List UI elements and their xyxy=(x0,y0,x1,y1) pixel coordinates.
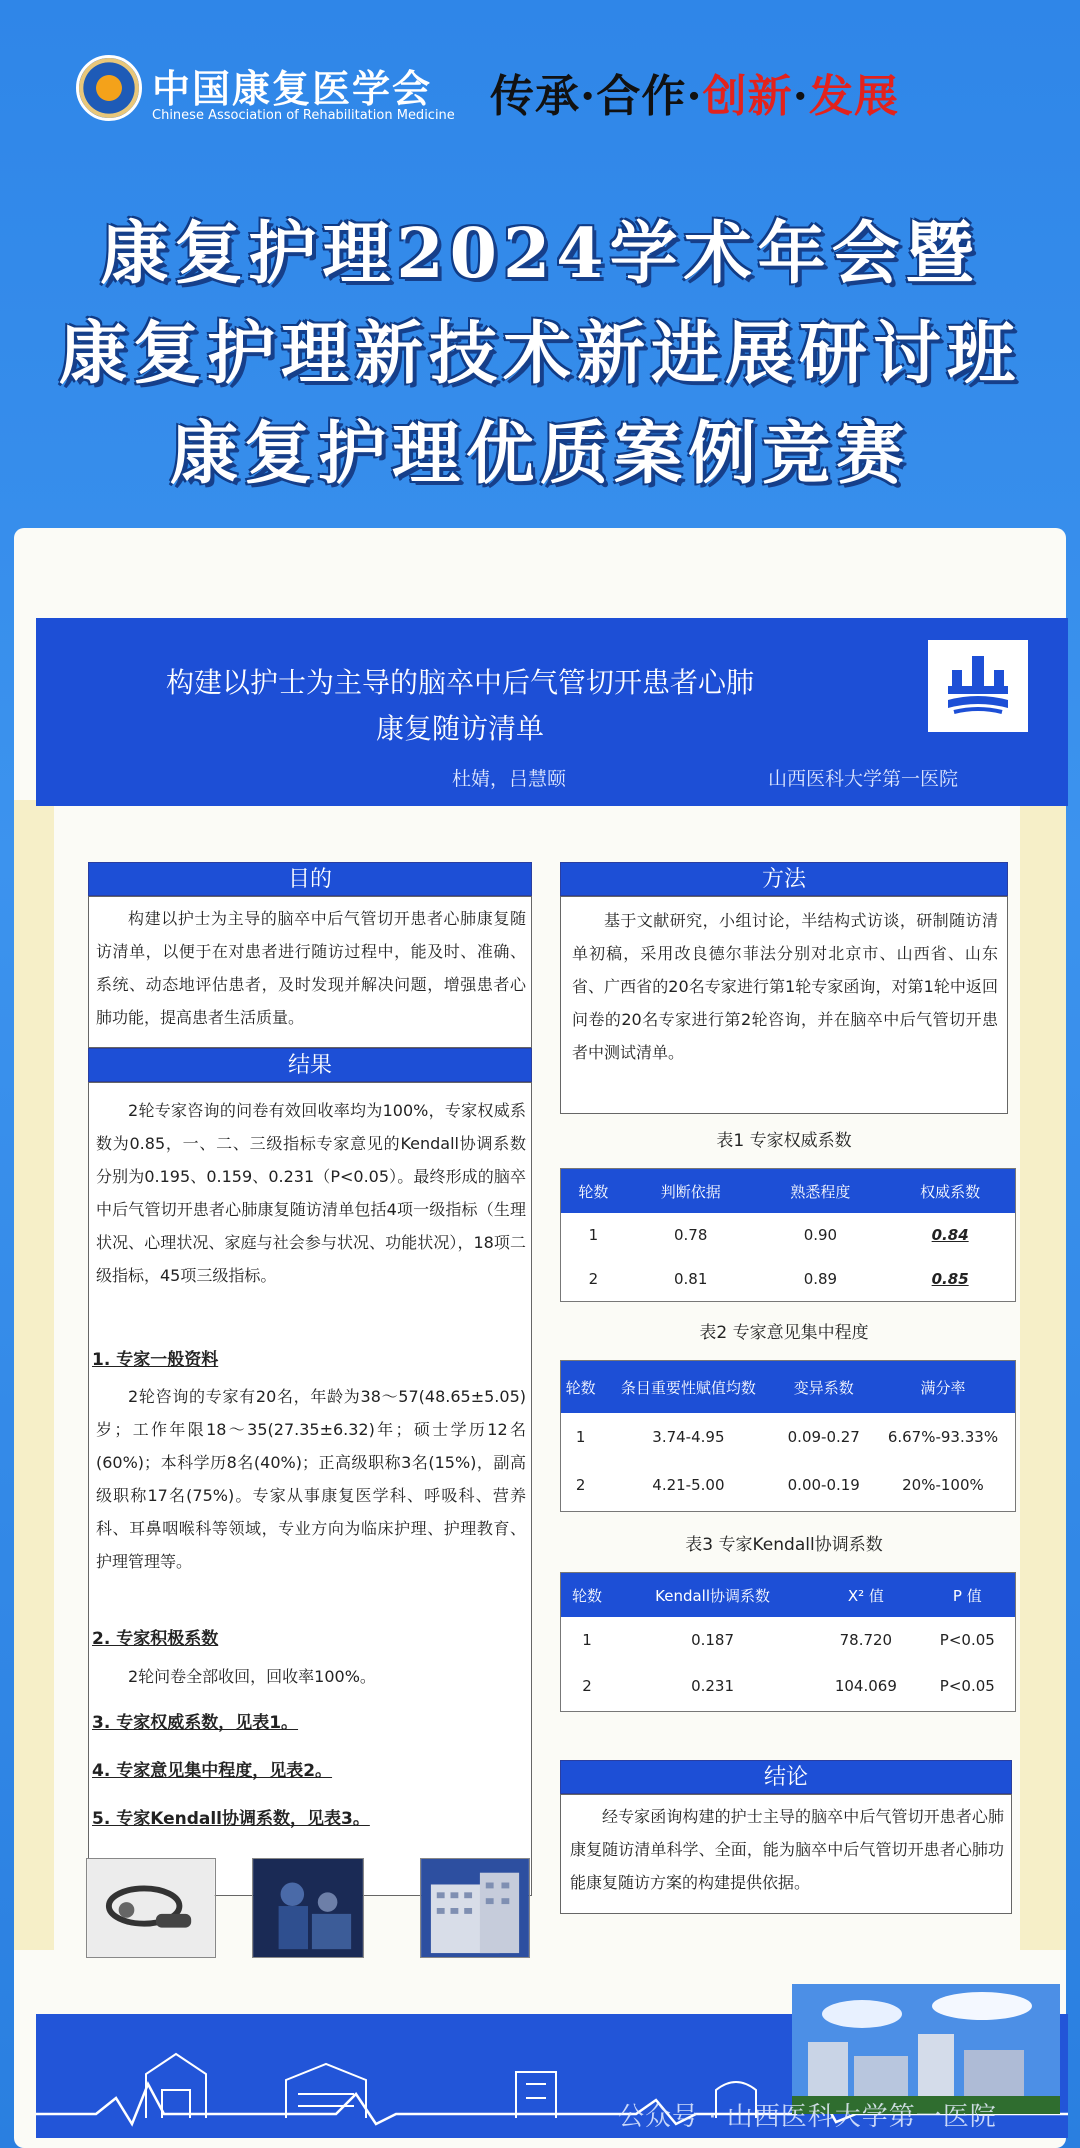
table-cell: 3.74-4.95 xyxy=(652,1428,725,1446)
motto-word: 创新 xyxy=(702,71,793,122)
table-cell: 0.09-0.27 xyxy=(787,1428,860,1446)
table-header: 熟悉程度 xyxy=(790,1182,851,1201)
table2 xyxy=(560,1360,1016,1512)
table-header: 轮数 xyxy=(572,1586,603,1605)
table-header: 权威系数 xyxy=(920,1182,981,1201)
table-cell: 1 xyxy=(588,1226,599,1244)
table1 xyxy=(560,1168,1016,1302)
motto-sep: · xyxy=(686,71,703,122)
table-cell: 1 xyxy=(575,1428,586,1446)
table-cell: 0.00-0.19 xyxy=(787,1476,860,1494)
motto xyxy=(490,60,899,124)
event-title-1: 康复护理2024学术年会暨 xyxy=(100,214,980,294)
hospital-building-photo xyxy=(420,1858,530,1958)
methods-text: 基于文献研究，小组讨论，半结构式访谈，研制随访清单初稿，采用改良德尔菲法分别对北京市、山西省、山东省、广西省的20名专家进行第1轮专家函询，对第1轮中返回问卷的20名专家进行第2轮咨询，并在脑卒中后气管切开患者中测试清单。 xyxy=(572,911,998,1062)
event-title-3: 康复护理优质案例竞赛 xyxy=(169,414,910,494)
nursing-care-photo xyxy=(252,1858,364,1958)
table-header: Kendall协调系数 xyxy=(655,1586,770,1605)
table-row xyxy=(561,1213,1015,1257)
table-cell: P<0.05 xyxy=(939,1677,995,1695)
results-intro: 2轮专家咨询的问卷有效回收率均为100%，专家权威系数为0.85，一、二、三级指标专家意见的Kendall协调系数分别为0.195、0.159、0.231（P<0.05）。最终形成的脑卒中后气管切开患者心肺康复随访清单包括4项一级指标（生理状况、心理状况、家庭与社会参与状况、功能状况），18项二级指标，45项三级指标。 xyxy=(96,1101,526,1285)
paper-title-line: 构建以护士为主导的脑卒中后气管切开患者心肺 xyxy=(165,666,754,699)
results-expert-info: 2轮咨询的专家有20名，年龄为38～57(48.65±5.05)岁；工作年限18～35(27.35±6.32)年；硕士学历12名(60%)；本科学历8名(40%)；正高级职称3名(15%)，副高级职称17名(75%)。专家从事康复医学科、呼吸科、营养科、耳鼻咽喉科等领域，专业方向为临床护理、护理教育、护理管理等。 xyxy=(96,1387,526,1571)
table-header-row xyxy=(561,1573,1015,1617)
table-header: 轮数 xyxy=(578,1182,609,1201)
table3 xyxy=(560,1572,1016,1712)
table-cell: 2 xyxy=(582,1677,592,1695)
results-subheading: 4. 专家意见集中程度，见表2。 xyxy=(92,1761,333,1781)
conclusion-heading: 结论 xyxy=(560,1760,1012,1794)
table-header: X² 值 xyxy=(847,1586,884,1605)
results-subheading: 2. 专家积极系数 xyxy=(92,1629,219,1649)
table-cell: 2 xyxy=(575,1476,586,1494)
table-row xyxy=(561,1617,1015,1663)
poster-side-panel xyxy=(1020,800,1066,1950)
motto-word: 合作 xyxy=(596,71,687,122)
wechat-watermark: 公众号 · 山西医科大学第一医院 xyxy=(618,2102,997,2132)
paper-title-line: 康复随访清单 xyxy=(375,712,544,745)
paper-title xyxy=(120,660,800,752)
results-subheading: 1. 专家一般资料 xyxy=(92,1350,219,1370)
methods-heading: 方法 xyxy=(560,862,1008,896)
table3-caption: 表3 专家Kendall协调系数 xyxy=(685,1535,883,1555)
objective-text: 构建以护士为主导的脑卒中后气管切开患者心肺康复随访清单，以便于在对患者进行随访过程中，能及时、准确、系统、动态地评估患者，及时发现并解决问题，增强患者心肺功能，提高患者生活质量。 xyxy=(96,909,526,1027)
table-cell: 20%-100% xyxy=(902,1476,984,1494)
table2-caption: 表2 专家意见集中程度 xyxy=(699,1323,869,1343)
table-cell: 2 xyxy=(588,1270,599,1288)
hospital-campus-photo xyxy=(792,1984,1060,2114)
table-row xyxy=(561,1663,1015,1709)
results-response-rate: 2轮问卷全部收回，回收率100%。 xyxy=(128,1667,376,1686)
table-header: 满分率 xyxy=(920,1378,966,1397)
table-cell: 1 xyxy=(582,1631,592,1649)
table-cell: 0.187 xyxy=(691,1631,735,1649)
table-cell: 0.78 xyxy=(674,1226,708,1244)
table-header-row xyxy=(561,1361,1015,1413)
institution: 山西医科大学第一医院 xyxy=(768,768,959,790)
table-header: 判断依据 xyxy=(660,1182,721,1201)
table-header: 轮数 xyxy=(565,1378,596,1397)
association-logo xyxy=(76,55,142,121)
authors: 杜婧，吕慧颐 xyxy=(452,768,567,790)
results-subheading: 3. 专家权威系数，见表1。 xyxy=(92,1713,299,1733)
table-cell: 104.069 xyxy=(834,1677,897,1695)
org-name-en: Chinese Association of Rehabilitation Medicine xyxy=(152,108,455,123)
motto-word: 传承 xyxy=(490,71,580,122)
table-header-row xyxy=(561,1169,1015,1213)
conclusion-text: 经专家函询构建的护士主导的脑卒中后气管切开患者心肺康复随访清单科学、全面，能为脑卒中后气管切开患者心肺功能康复随访方案的构建提供依据。 xyxy=(570,1807,1004,1892)
event-title-2: 康复护理新技术新进展研讨班 xyxy=(58,314,1021,394)
table-cell: P<0.05 xyxy=(939,1631,995,1649)
table-cell: 0.81 xyxy=(674,1270,708,1288)
table1-caption: 表1 专家权威系数 xyxy=(716,1131,852,1151)
motto-sep: · xyxy=(792,71,809,122)
org-name-cn: 中国康复医学会 xyxy=(152,67,433,111)
table-cell: 0.85 xyxy=(931,1270,969,1288)
table-header: 条目重要性赋值均数 xyxy=(620,1378,756,1397)
table-cell: 78.720 xyxy=(839,1631,893,1649)
hospital-logo-icon xyxy=(942,652,1014,720)
motto-word: 发展 xyxy=(808,71,899,122)
table-cell: 6.67%-93.33% xyxy=(887,1428,999,1446)
poster-side-panel xyxy=(14,800,54,1950)
table-header: P 值 xyxy=(952,1586,982,1605)
motto-sep: · xyxy=(580,71,597,122)
results-subheading: 5. 专家Kendall协调系数，见表3。 xyxy=(92,1809,370,1829)
tracheostomy-device-photo xyxy=(86,1858,216,1958)
objective-heading: 目的 xyxy=(88,862,532,896)
table-cell: 0.231 xyxy=(691,1677,735,1695)
table-row xyxy=(561,1461,1015,1509)
table-header: 变异系数 xyxy=(793,1378,854,1397)
table-row xyxy=(561,1257,1015,1301)
results-heading: 结果 xyxy=(88,1048,532,1082)
table-cell: 0.90 xyxy=(803,1226,838,1244)
table-row xyxy=(561,1413,1015,1461)
table-cell: 0.89 xyxy=(803,1270,838,1288)
table-cell: 0.84 xyxy=(931,1226,969,1244)
table-cell: 4.21-5.00 xyxy=(652,1476,725,1494)
